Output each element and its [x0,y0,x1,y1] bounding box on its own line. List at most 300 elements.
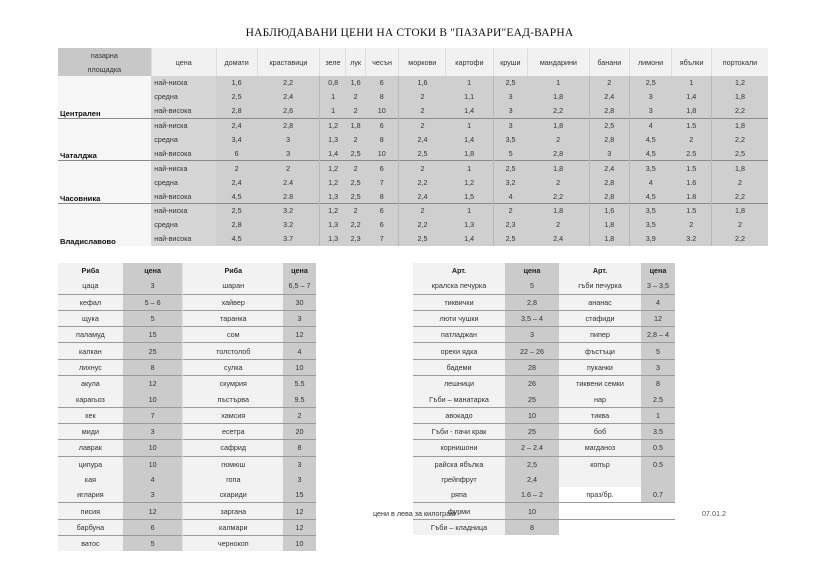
item-price: 5 [641,343,675,359]
price-cell: 2 [346,104,365,118]
price-cell: 3,5 [629,218,671,232]
price-cell: 3 [257,133,320,147]
price-cell: 2,2 [711,232,768,246]
price-level-label: най-висока [151,104,216,118]
item-name: пъстърва [183,391,283,407]
item-price: 8 [283,440,316,456]
item-name: лешници [413,376,505,392]
price-cell: 2 [346,204,365,218]
price-cell: 4 [629,175,671,189]
corner-header-line1: пазарна [58,48,151,62]
item-name: фъстъци [559,343,641,359]
price-cell: 1,2 [320,118,346,132]
item-name: гъби печурка [559,278,641,294]
price-cell: 2,8 [216,218,257,232]
item-name: ряпа [413,487,505,503]
price-cell: 2,8 [528,146,590,160]
item-name: иглария [58,487,123,503]
item-price: 26 [505,376,559,392]
item-price: 2 – 2.4 [505,440,559,456]
item-price: 22 – 26 [505,343,559,359]
price-cell: 2,5 [711,146,768,160]
price-cell: 2,4 [589,161,629,175]
column-header: цена [505,263,559,278]
price-cell: 3,9 [629,232,671,246]
item-name: сулка [183,359,283,375]
item-price: 2,8 – 4 [641,327,675,343]
price-cell: 1 [672,76,712,90]
table-row [413,472,675,487]
item-name: кефал [58,294,123,310]
price-cell: 2 [672,133,712,147]
table-row [413,487,675,503]
table-row [58,343,316,359]
table-row [58,310,316,326]
item-name: скариди [183,487,283,503]
price-cell: 2,8 [589,133,629,147]
price-cell: 2,5 [493,76,528,90]
price-level-label: средна [151,218,216,232]
item-price: 5 [123,310,183,326]
price-cell: 2,2 [711,104,768,118]
price-cell: 3,5 [493,133,528,147]
price-cell: 2,4 [528,232,590,246]
item-name: магданоз [559,440,641,456]
item-price: 25 [505,391,559,407]
item-name: цаца [58,278,123,294]
price-cell: 4 [629,118,671,132]
price-cell: 1,4 [446,133,493,147]
item-name: ватос [58,536,123,552]
item-name: акула [58,376,123,392]
item-name [559,472,641,487]
table-row [58,440,316,456]
price-cell: 2 [399,161,446,175]
item-price: 2,4 [505,472,559,487]
price-row [58,76,768,90]
price-cell: 1.6 [672,175,712,189]
item-price: 4 [641,294,675,310]
price-cell: 2,5 [216,204,257,218]
price-level-label: най-висока [151,232,216,246]
item-price: 0.5 [641,456,675,472]
item-price: 3 [123,278,183,294]
item-price: 5 – 6 [123,294,183,310]
item-price: 3.5 [641,423,675,439]
item-price: 25 [123,343,183,359]
price-level-label: най-ниска [151,161,216,175]
column-header: цена [283,263,316,278]
item-name: таранка [183,310,283,326]
price-cell: 1.5 [672,118,712,132]
price-level-label: средна [151,90,216,104]
fish-price-table [58,263,316,551]
price-cell: 3.2 [257,204,320,218]
price-cell: 2,2 [346,218,365,232]
item-price: 4 [283,343,316,359]
price-cell: 2,3 [493,218,528,232]
item-price: 15 [123,327,183,343]
item-price [641,503,675,519]
price-cell: 2,5 [346,146,365,160]
item-name: корнишони [413,440,505,456]
table-row [413,456,675,472]
price-cell: 1,3 [320,232,346,246]
item-name: есетра [183,423,283,439]
product-header: портокали [711,48,768,76]
price-cell: 3.2 [257,218,320,232]
column-header: Риба [183,263,283,278]
item-name: гопа [183,472,283,487]
item-price: 15 [283,487,316,503]
item-price: 10 [283,536,316,552]
item-name: Гъби - пачи крак [413,423,505,439]
price-cell: 6 [365,218,399,232]
price-cell: 0,8 [320,76,346,90]
item-price: 0.5 [641,440,675,456]
price-cell: 6 [365,161,399,175]
item-price: 10 [283,359,316,375]
table-row [58,503,316,519]
price-cell: 2,4 [216,118,257,132]
price-cell: 2,4 [216,175,257,189]
item-name: копър [559,456,641,472]
price-cell: 3,5 [629,204,671,218]
price-cell: 1,8 [589,218,629,232]
item-price: 8 [505,519,559,535]
price-cell: 1,8 [711,204,768,218]
price-cell: 3.7 [257,232,320,246]
price-cell: 2 [346,90,365,104]
item-name: пипер [559,327,641,343]
table-row [413,407,675,423]
table-row [58,519,316,535]
price-row [58,90,768,104]
item-name: хайвер [183,294,283,310]
item-name: лаврак [58,440,123,456]
price-cell: 6 [365,204,399,218]
item-name: чернокоп [183,536,283,552]
price-cell: 1,8 [446,146,493,160]
item-price: 7 [123,407,183,423]
item-name: праз/бр. [559,487,641,503]
price-cell: 1,4 [446,104,493,118]
price-cell: 2,5 [399,232,446,246]
item-name: миди [58,423,123,439]
item-name: кралска печурка [413,278,505,294]
item-name: тиква [559,407,641,423]
item-price: 10 [123,391,183,407]
item-name [559,503,641,519]
item-name: орехи ядка [413,343,505,359]
price-cell: 2 [399,204,446,218]
price-cell: 1,8 [589,232,629,246]
price-cell: 3 [493,104,528,118]
price-cell: 2,8 [589,175,629,189]
price-level-label: най-ниска [151,76,216,90]
price-cell: 2 [216,161,257,175]
price-level-label: най-ниска [151,204,216,218]
price-cell: 2 [589,76,629,90]
item-price: 3 [505,327,559,343]
item-name: авокадо [413,407,505,423]
price-cell: 1,8 [528,90,590,104]
table-row [413,294,675,310]
price-cell: 2 [257,161,320,175]
price-cell: 1 [528,76,590,90]
price-cell: 1,4 [446,232,493,246]
price-row [58,175,768,189]
price-cell: 7 [365,175,399,189]
price-cell: 1,3 [320,133,346,147]
price-cell: 2 [399,118,446,132]
price-cell: 7 [365,232,399,246]
price-row [58,146,768,160]
price-cell: 1.8 [672,189,712,203]
item-name: калмари [183,519,283,535]
price-cell: 2,2 [528,189,590,203]
price-cell: 4,5 [629,146,671,160]
item-name: барбуна [58,519,123,535]
item-name: хек [58,407,123,423]
item-name: ананас [559,294,641,310]
price-cell: 1,2 [711,76,768,90]
price-cell: 2.5 [672,146,712,160]
item-name: нар [559,391,641,407]
units-note: цени в лева за килограм [373,509,456,518]
item-price: 8 [123,359,183,375]
price-cell: 1,6 [216,76,257,90]
price-row [58,104,768,118]
table-header-row [413,263,675,278]
price-cell: 10 [365,104,399,118]
item-price [641,519,675,535]
table-row [58,456,316,472]
item-price: 12 [283,519,316,535]
price-cell: 2,5 [399,146,446,160]
table-row [413,310,675,326]
item-name: ципура [58,456,123,472]
item-price: 3 [123,487,183,503]
price-cell: 1.5 [672,161,712,175]
price-cell: 4,5 [629,189,671,203]
price-cell: 2.4 [257,175,320,189]
table-row [413,440,675,456]
item-price: 10 [123,456,183,472]
item-name: райска ябълка [413,456,505,472]
price-cell: 4,5 [216,189,257,203]
item-price: 2.5 [641,391,675,407]
table-row [413,327,675,343]
price-cell: 1 [320,90,346,104]
price-cell: 2 [493,204,528,218]
price-cell: 3 [629,90,671,104]
item-name: толстолоб [183,343,283,359]
item-name: сом [183,327,283,343]
price-cell: 2,5 [493,232,528,246]
item-price [641,472,675,487]
price-level-label: средна [151,133,216,147]
price-cell: 1,8 [711,161,768,175]
price-cell: 1,1 [446,90,493,104]
item-price: 12 [641,310,675,326]
table-row [413,423,675,439]
product-header: краставици [257,48,320,76]
price-cell: 1 [446,161,493,175]
product-header: ябълки [672,48,712,76]
item-price: 9.5 [283,391,316,407]
item-price: 0.7 [641,487,675,503]
price-cell: 1,8 [711,90,768,104]
item-name: сафрид [183,440,283,456]
item-price: 2,8 [505,294,559,310]
product-header: чесън [365,48,399,76]
column-header: цена [123,263,183,278]
price-cell: 2 [346,161,365,175]
price-level-header: цена [151,48,216,76]
price-cell: 2,8 [589,104,629,118]
item-price: 6 [123,519,183,535]
price-cell: 2,5 [589,118,629,132]
price-cell: 1,3 [320,218,346,232]
price-cell: 2,5 [493,161,528,175]
price-cell: 2,4 [399,189,446,203]
column-header: Арт. [559,263,641,278]
item-price: 10 [505,407,559,423]
price-cell: 2 [528,133,590,147]
price-row [58,133,768,147]
price-row [58,161,768,175]
price-cell: 2,2 [399,175,446,189]
price-cell: 3,2 [493,175,528,189]
price-cell: 1,8 [711,118,768,132]
price-cell: 1,2 [446,175,493,189]
table-row [58,472,316,487]
item-price: 2,5 [505,456,559,472]
price-cell: 1,6 [589,204,629,218]
item-price: 5 [123,536,183,552]
price-cell: 1 [446,118,493,132]
price-cell: 4 [493,189,528,203]
table-row [413,359,675,375]
price-cell: 1 [446,76,493,90]
item-price: 10 [123,440,183,456]
item-name: карагьоз [58,391,123,407]
price-cell: 1,8 [528,161,590,175]
price-level-label: най-ниска [151,118,216,132]
price-cell: 4,5 [216,232,257,246]
column-header: цена [641,263,675,278]
price-cell: 2,2 [399,218,446,232]
item-price: 3 [283,472,316,487]
item-price: 12 [283,327,316,343]
price-cell: 1,2 [320,175,346,189]
product-header: моркови [399,48,446,76]
table-row [413,278,675,294]
item-price: 2 [283,407,316,423]
price-cell: 3,4 [216,133,257,147]
item-name: писия [58,503,123,519]
price-cell: 2,5 [346,189,365,203]
product-header: лук [346,48,365,76]
price-cell: 2,5 [216,90,257,104]
price-cell: 4,5 [629,133,671,147]
item-name: кая [58,472,123,487]
item-name: пуканки [559,359,641,375]
table-row [58,536,316,552]
price-cell: 1,2 [320,204,346,218]
price-cell: 2 [711,175,768,189]
item-price: 12 [283,503,316,519]
item-name: бадеми [413,359,505,375]
price-row [58,204,768,218]
table-row [58,391,316,407]
price-cell: 2,5 [629,76,671,90]
price-cell: 1,8 [672,104,712,118]
goods-price-table [413,263,675,535]
market-price-table [58,48,768,246]
price-cell: 1,2 [320,161,346,175]
item-price: 25 [505,423,559,439]
item-name: паламуд [58,327,123,343]
price-cell: 1,8 [528,204,590,218]
page-title: НАБЛЮДАВАНИ ЦЕНИ НА СТОКИ В "ПАЗАРИ"ЕАД-ВАРНА [245,27,574,39]
table-row [413,376,675,392]
item-name: хамсия [183,407,283,423]
price-cell: 2,3 [346,232,365,246]
item-name: фурми [413,503,505,519]
item-price: 5 [505,278,559,294]
price-row [58,189,768,203]
item-name: скумрия [183,376,283,392]
item-price: 12 [123,503,183,519]
market-name: Чаталджа [58,118,151,161]
item-name: грейпфрут [413,472,505,487]
item-name: тиквени семки [559,376,641,392]
price-cell: 2,2 [711,133,768,147]
item-name: люти чушки [413,310,505,326]
item-price: 1.6 – 2 [505,487,559,503]
price-cell: 1,6 [346,76,365,90]
item-price: 3 – 3,5 [641,278,675,294]
item-name: тиквички [413,294,505,310]
price-cell: 6 [216,146,257,160]
price-cell: 1,6 [399,76,446,90]
price-cell: 1,8 [528,118,590,132]
price-row [58,118,768,132]
price-cell: 1,3 [446,218,493,232]
price-cell: 2 [672,218,712,232]
product-header: зеле [320,48,346,76]
price-cell: 2 [399,104,446,118]
price-cell: 2,6 [257,104,320,118]
item-price: 3 [283,456,316,472]
item-price: 8 [641,376,675,392]
price-row [58,232,768,246]
item-name: боб [559,423,641,439]
column-header: Риба [58,263,123,278]
price-cell: 2 [346,133,365,147]
table-row [413,343,675,359]
price-cell: 3 [589,146,629,160]
item-price: 30 [283,294,316,310]
table-row [58,423,316,439]
item-price: 4 [123,472,183,487]
price-cell: 8 [365,90,399,104]
item-price: 3,5 – 4 [505,310,559,326]
item-price: 10 [505,503,559,519]
price-cell: 3 [493,90,528,104]
